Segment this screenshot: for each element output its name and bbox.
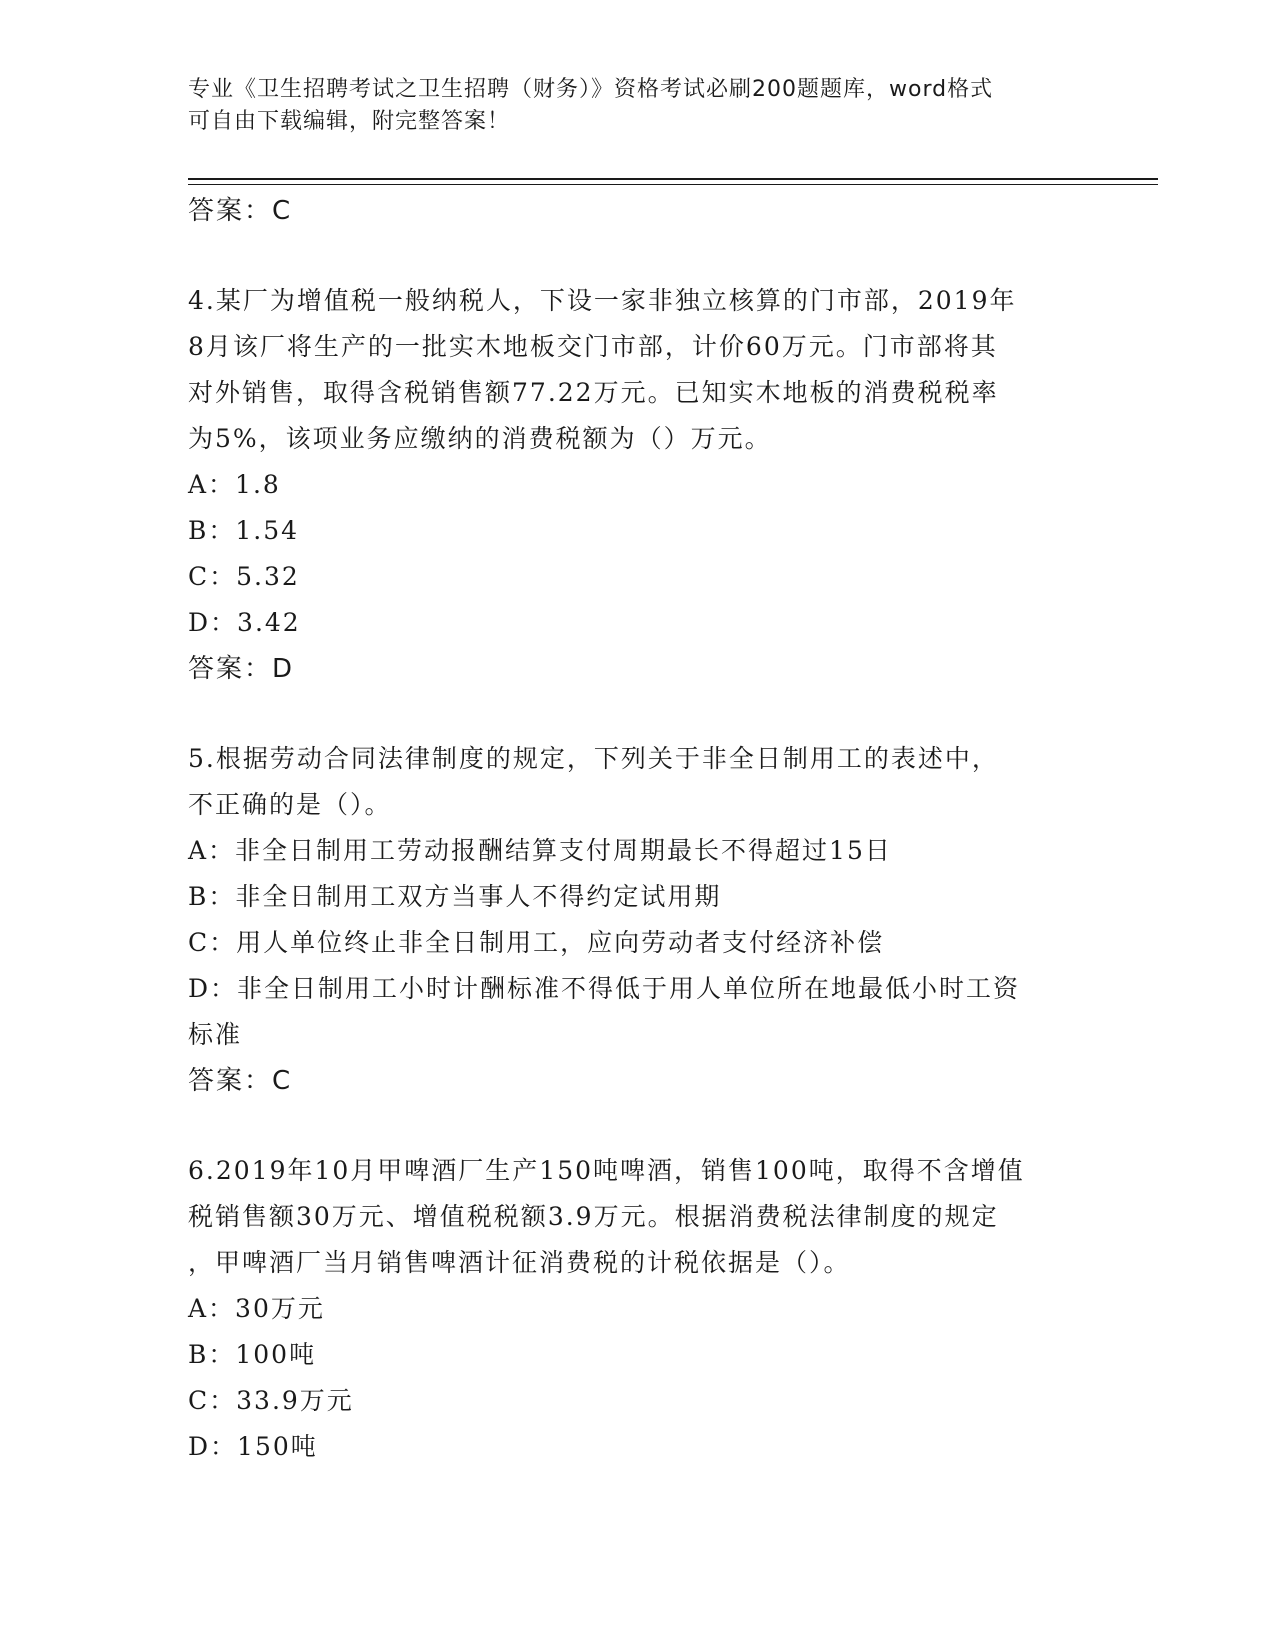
question-5-option-d: D：非全日制用工小时计酬标准不得低于用人单位所在地最低小时工资 xyxy=(188,974,1021,1003)
question-5-answer: 答案：C xyxy=(188,1066,293,1096)
question-5-line-2: 不正确的是（）。 xyxy=(188,790,392,819)
question-5-option-c: C：用人单位终止非全日制用工，应向劳动者支付经济补偿 xyxy=(188,928,885,957)
question-4-answer: 答案：D xyxy=(188,654,295,684)
page-header xyxy=(188,74,1088,138)
question-6-line-3: ，甲啤酒厂当月销售啤酒计征消费税的计税依据是（）。 xyxy=(188,1248,851,1277)
question-6-option-a: A：30万元 xyxy=(188,1294,325,1323)
question-4-line-2: 8月该厂将生产的一批实木地板交门市部，计价60万元。门市部将其 xyxy=(188,332,998,361)
header-rule-thick xyxy=(188,178,1158,180)
question-6-option-c: C：33.9万元 xyxy=(188,1386,354,1415)
question-6-line-2: 税销售额30万元、增值税税额3.9万元。根据消费税法律制度的规定 xyxy=(188,1202,999,1231)
question-4-option-b: B：1.54 xyxy=(188,516,300,545)
spacer xyxy=(188,234,1088,278)
previous-answer: 答案：C xyxy=(188,196,293,226)
question-5 xyxy=(188,736,1088,1104)
question-5-option-b: B：非全日制用工双方当事人不得约定试用期 xyxy=(188,882,722,911)
question-4-option-c: C：5.32 xyxy=(188,562,300,591)
question-5-option-a: A：非全日制用工劳动报酬结算支付周期最长不得超过15日 xyxy=(188,836,892,865)
question-4-option-d: D：3.42 xyxy=(188,608,301,637)
question-4-line-3: 对外销售，取得含税销售额77.22万元。已知实木地板的消费税税率 xyxy=(188,378,999,407)
question-6-option-d: D：150吨 xyxy=(188,1432,318,1461)
question-content xyxy=(188,188,1088,1470)
question-5-line-1: 5.根据劳动合同法律制度的规定，下列关于非全日制用工的表述中， xyxy=(188,744,999,773)
spacer xyxy=(188,1104,1088,1148)
question-4-option-a: A：1.8 xyxy=(188,470,281,499)
spacer xyxy=(188,692,1088,736)
question-6-line-1: 6.2019年10月甲啤酒厂生产150吨啤酒，销售100吨，取得不含增值 xyxy=(188,1156,1025,1185)
question-4-line-1: 4.某厂为增值税一般纳税人，下设一家非独立核算的门市部，2019年 xyxy=(188,286,1017,315)
question-6 xyxy=(188,1148,1088,1470)
question-4 xyxy=(188,278,1088,692)
header-rule-thin xyxy=(188,184,1158,185)
question-4-line-4: 为5%，该项业务应缴纳的消费税额为（）万元。 xyxy=(188,424,772,453)
question-5-option-d-cont: 标准 xyxy=(188,1020,243,1049)
question-6-option-b: B：100吨 xyxy=(188,1340,317,1369)
header-line-2: 可自由下载编辑，附完整答案！ xyxy=(188,109,511,134)
header-line-1: 专业《卫生招聘考试之卫生招聘（财务）》资格考试必刷200题题库，word格式 xyxy=(188,77,994,102)
